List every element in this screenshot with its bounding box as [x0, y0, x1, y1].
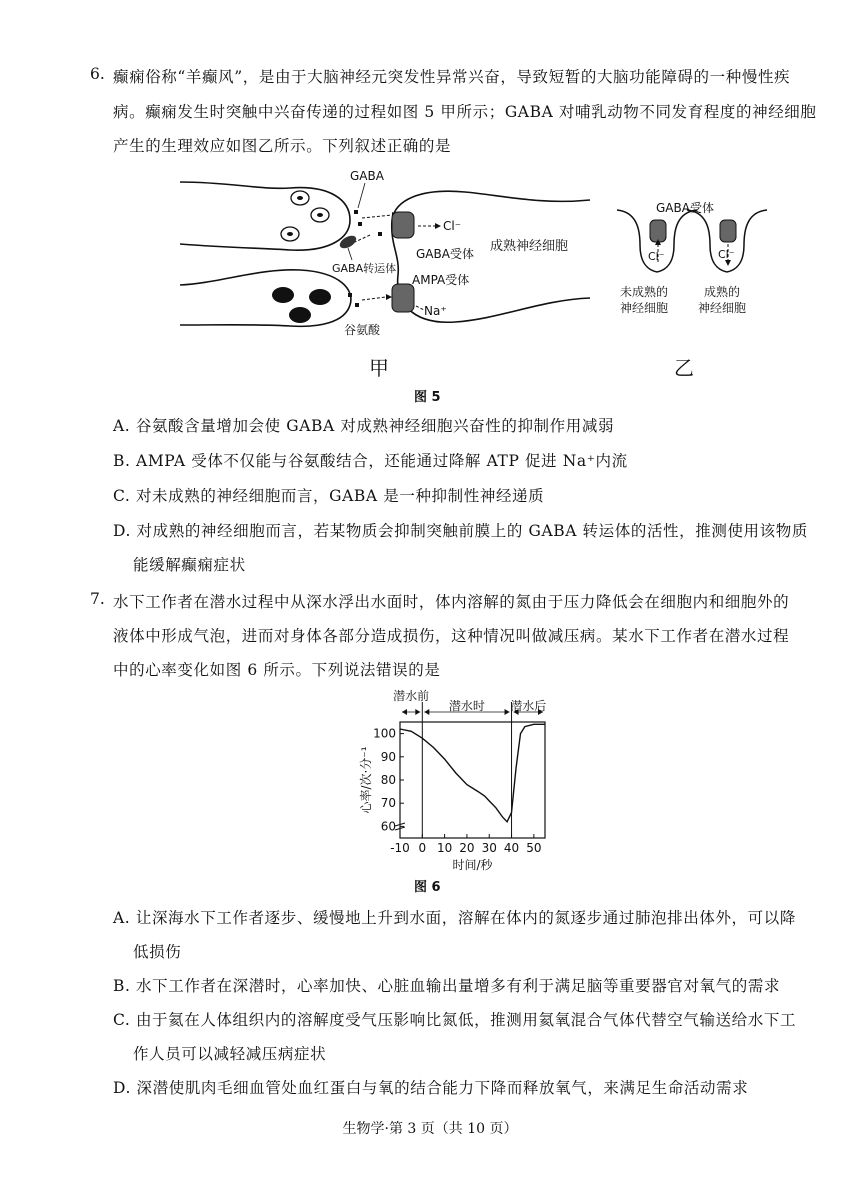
question-6-stem-line-3: 产生的生理效应如图乙所示。下列叙述正确的是	[113, 137, 452, 155]
q7-option-a: A. 让深海水下工作者逐步、缓慢地上升到水面，溶解在体内的氮逐步通过肺泡排出体外，可以降	[113, 909, 796, 927]
gaba-receptor-label: GABA受体	[416, 247, 474, 261]
question-7-stem-line-2: 液体中形成气泡，进而对身体各部分造成损伤，这种情况叫做减压病。某水下工作者在潜水过程	[113, 627, 790, 645]
cl-right-label: Cl⁻	[718, 248, 735, 261]
immature-label-2: 神经细胞	[620, 301, 669, 315]
figure-5-caption: 图 5	[414, 390, 441, 405]
glutamate-molecule	[348, 293, 352, 297]
cl-label: Cl⁻	[443, 219, 462, 233]
x-tick-label: 50	[526, 841, 542, 855]
q7-option-c-cont: 作人员可以减轻减压病症状	[133, 1045, 327, 1063]
figure-5a-synapse-diagram	[180, 160, 600, 345]
gaba-molecule	[358, 222, 362, 226]
gaba-receptor	[650, 220, 666, 242]
x-tick-label: 0	[418, 841, 427, 855]
phase-arrowhead	[505, 709, 510, 715]
q6-option-a: A. 谷氨酸含量增加会使 GABA 对成熟神经细胞兴奋性的抑制作用减弱	[113, 417, 615, 435]
phase-arrowhead	[402, 709, 407, 715]
mature-label-2: 神经细胞	[698, 301, 747, 315]
x-axis-label: 时间/秒	[452, 858, 493, 872]
heart-rate-series-line	[400, 724, 545, 822]
cl-left-label: Cl⁻	[648, 250, 665, 263]
page-footer: 生物学·第 3 页（共 10 页）	[342, 1121, 518, 1137]
question-6-stem-line-2: 病。癫痫发生时突触中兴奋传递的过程如图 5 甲所示；GABA 对哺乳动物不同发育程度的神经细胞	[113, 103, 817, 121]
x-tick-label: -10	[390, 841, 410, 855]
plot-frame	[400, 722, 545, 838]
mature-label-1: 成熟的	[704, 285, 741, 299]
y-tick-label: 100	[373, 726, 396, 741]
glutamate-vesicle	[272, 287, 294, 303]
y-tick-label: 90	[380, 749, 396, 764]
glutamate-molecule	[355, 303, 359, 307]
question-7-stem-line-3: 中的心率变化如图 6 所示。下列说法错误的是	[113, 661, 441, 679]
phase-arrowhead	[415, 709, 420, 715]
gaba-molecule	[378, 232, 382, 236]
q6-option-d-cont: 能缓解癫痫症状	[133, 556, 246, 574]
immature-label-1: 未成熟的	[620, 285, 669, 299]
upper-presynaptic-terminal	[180, 182, 350, 250]
ampa-receptor-label: AMPA受体	[412, 273, 470, 287]
ampa-receptor	[392, 284, 414, 312]
y-axis-label: 心率/次·分⁻¹	[359, 746, 373, 814]
glutamate-label: 谷氨酸	[344, 323, 381, 337]
mature-neuron-label: 成熟神经细胞	[490, 239, 569, 254]
y-tick-label: 70	[380, 796, 396, 811]
x-tick-label: 20	[459, 841, 475, 855]
question-6-number: 6.	[90, 65, 105, 83]
phase-label: 潜水后	[510, 699, 547, 713]
question-7-stem-line-1: 水下工作者在潜水过程中从深水浮出水面时，体内溶解的氮由于压力降低会在细胞内和细胞外的	[113, 593, 790, 611]
gaba-transporter-label: GABA转运体	[332, 262, 397, 275]
phase-label: 潜水前	[393, 689, 430, 703]
q7-option-d: D. 深潜使肌肉毛细血管处血红蛋白与氧的结合能力下降而释放氧气，来满足生命活动需求	[113, 1079, 749, 1097]
vesicle	[287, 232, 293, 236]
glutamate-vesicle	[309, 289, 331, 305]
q6-option-c: C. 对未成熟的神经细胞而言，GABA 是一种抑制性神经递质	[113, 487, 545, 505]
figure-5b-sublabel: 乙	[674, 356, 694, 380]
gaba-receptor	[392, 212, 414, 238]
na-label: Na⁺	[424, 304, 447, 318]
q7-option-b: B. 水下工作者在深潜时，心率加快、心脏血输出量增多有利于满足脑等重要器官对氧气的需求	[113, 977, 781, 995]
question-6-stem-line-1: 癫痫俗称“羊癫风”，是由于大脑神经元突发性异常兴奋，导致短暂的大脑功能障碍的一种慢性疾	[113, 68, 791, 86]
y-tick-label: 60	[380, 819, 396, 834]
vesicle	[297, 196, 303, 200]
phase-arrowhead	[424, 709, 429, 715]
q7-option-c: C. 由于氦在人体组织内的溶解度受气压影响比氮低，推测用氦氧混合气体代替空气输送给水下工	[113, 1011, 797, 1029]
gaba-molecule	[354, 210, 358, 214]
x-tick-label: 30	[481, 841, 497, 855]
figure-6-caption: 图 6	[414, 880, 441, 895]
glutamate-vesicle	[289, 307, 311, 323]
figure-5b-receptor-diagram	[612, 190, 772, 320]
figure-5a-sublabel: 甲	[369, 356, 389, 380]
gaba-label: GABA	[350, 169, 384, 183]
figure-6-heart-rate-chart	[340, 688, 560, 873]
phase-label: 潜水时	[448, 699, 485, 713]
q6-option-b: B. AMPA 受体不仅能与谷氨酸结合，还能通过降解 ATP 促进 Na⁺内流	[113, 452, 628, 470]
q7-option-a-cont: 低损伤	[133, 943, 182, 961]
y-tick-label: 80	[380, 773, 396, 787]
x-tick-label: 40	[503, 841, 520, 855]
gaba-receptor-label: GABA受体	[656, 201, 714, 215]
question-7-number: 7.	[90, 590, 105, 608]
vesicle	[317, 213, 323, 217]
x-tick-label: 10	[436, 841, 453, 855]
gaba-receptor	[720, 220, 736, 242]
q6-option-d: D. 对成熟的神经细胞而言，若某物质会抑制突触前膜上的 GABA 转运体的活性，推测使用该物质	[113, 522, 808, 540]
